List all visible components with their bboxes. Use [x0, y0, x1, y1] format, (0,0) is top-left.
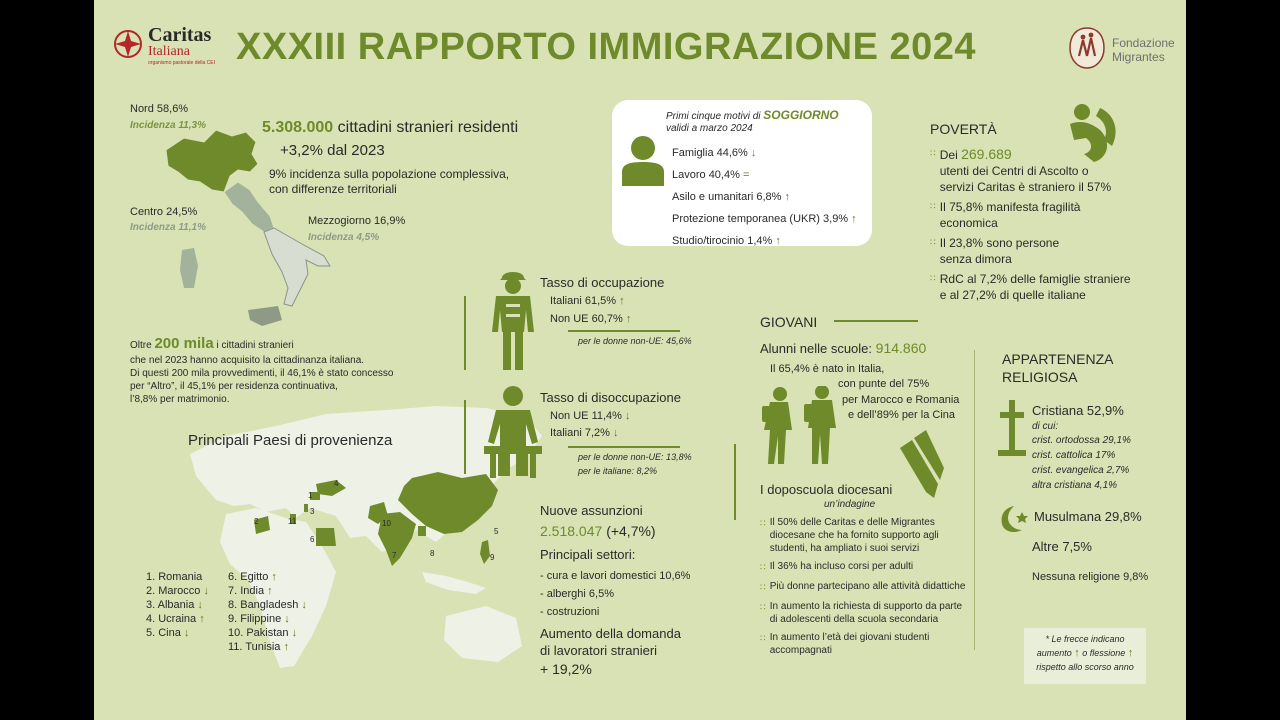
- disoccupazione-note1: per le donne non-UE: 13,8%: [578, 452, 692, 462]
- caritas-logo: [112, 26, 217, 66]
- map-number-4: 4: [334, 479, 339, 488]
- disoccupazione-title: Tasso di disoccupazione: [540, 390, 681, 405]
- paese-item: 2. Marocco ↓: [146, 585, 209, 597]
- soggiorno-list: [672, 142, 857, 252]
- country-philippines: [480, 540, 490, 564]
- map-number-7: 7: [392, 551, 397, 560]
- cross-icon: [998, 400, 1026, 458]
- doposcuola-bullet: ∷ Più donne partecipano alle attività didattiche: [760, 581, 966, 592]
- poverta-bullet: ∷ Il 23,8% sono persone senza dimora: [930, 236, 1060, 266]
- map-number-1: 1: [308, 491, 313, 500]
- cristiana-sub: crist. cattolica 17%: [1032, 450, 1116, 461]
- crescent-icon: [998, 504, 1032, 534]
- cristiana-sub: crist. ortodossa 29,1%: [1032, 435, 1131, 446]
- caritas-cross-icon: [112, 28, 144, 60]
- disoccupazione-row2: Italiani 7,2% ↓: [550, 427, 619, 439]
- nessuna-label: Nessuna religione 9,8%: [1032, 571, 1149, 583]
- sud-label: Mezzogiorno 16,9%: [308, 215, 406, 227]
- doposcuola-bullet: ∷ In aumento l’età dei giovani studenti accompagnati: [760, 632, 930, 656]
- page-title: XXXIII RAPPORTO IMMIGRAZIONE 2024: [236, 26, 977, 68]
- soggiorno-item: Studio/tirocinio 1,4% ↑: [672, 235, 781, 247]
- infographic-poster: [94, 0, 1186, 720]
- footnote-line1: * Le frecce indicano: [1045, 634, 1125, 644]
- giovani-line3: per Marocco e Romania: [842, 394, 960, 406]
- assunzioni-sectors: [540, 567, 690, 621]
- poverta-title: POVERTÀ: [930, 121, 997, 137]
- unemployed-icon: [482, 384, 544, 480]
- landmass-australia: [444, 606, 522, 662]
- musulmana-label: Musulmana 29,8%: [1034, 509, 1142, 524]
- divider: [464, 400, 466, 474]
- italy-north-region: [166, 130, 258, 192]
- caritas-brand: Caritas: [148, 24, 212, 46]
- citizenship-line1: i cittadini stranieri: [216, 340, 294, 351]
- doposcuola-bullet: ∷ In aumento la richiesta di supporto da parte di adolescenti della scuola secondaria: [760, 601, 963, 625]
- students-icon: [758, 386, 848, 466]
- italy-centre-region: [224, 182, 274, 232]
- residents-number: 5.308.000: [262, 119, 334, 136]
- doposcuola-bullet: ∷ Il 50% delle Caritas e delle Migrantes diocesane che ha fornito supporto agli studenti, ha ampliato i suoi servizi: [760, 517, 939, 554]
- cristiana-subs: [1032, 433, 1131, 493]
- nord-label: Nord 58,6%: [130, 103, 189, 115]
- paesi-col2: [228, 570, 307, 654]
- paese-item: 8. Bangladesh ↓: [228, 599, 307, 611]
- fondazione-line2: Migrantes: [1112, 50, 1165, 64]
- divider: [464, 296, 466, 370]
- citizenship-number: 200 mila: [154, 335, 214, 352]
- paese-item: 9. Filippine ↓: [228, 613, 290, 625]
- giovani-line4: e dell’89% per la Cina: [848, 409, 956, 421]
- giovani-line2: con punte del 75%: [838, 378, 930, 390]
- demand-value: + 19,2%: [540, 661, 592, 677]
- doposcuola-list: [760, 516, 970, 657]
- cristiana-sub: crist. evangelica 2,7%: [1032, 465, 1130, 476]
- poverta-bullet: ∷ Dei 269.689 utenti dei Centri di Ascolto o servizi Caritas è straniero il 57%: [930, 146, 1112, 194]
- soggiorno-card: [612, 100, 872, 246]
- residents-growth: +3,2% dal 2023: [280, 142, 385, 159]
- sardinia: [180, 248, 198, 288]
- centro-label: Centro 24,5%: [130, 206, 198, 218]
- residents-text: cittadini stranieri residenti: [337, 119, 519, 136]
- occupazione-title: Tasso di occupazione: [540, 275, 665, 290]
- assunzioni-sectors-title: Principali settori:: [540, 547, 636, 562]
- soggiorno-valid: validi a marzo 2024: [666, 123, 753, 134]
- assunzioni-title: Nuove assunzioni: [540, 503, 643, 518]
- incidence-line1: 9% incidenza sulla popolazione complessiva,: [269, 167, 510, 181]
- soggiorno-item: Famiglia 44,6% ↓: [672, 147, 757, 159]
- paese-item: 7. India ↑: [228, 585, 273, 597]
- cristiana-sub: altra cristiana 4,1%: [1032, 480, 1118, 491]
- soggiorno-item: Asilo e umanitari 6,8% ↑: [672, 191, 791, 203]
- citizenship-prefix: Oltre: [130, 340, 152, 351]
- citizenship-line5: l’8,8% per matrimonio.: [130, 394, 230, 405]
- paesi-title: Principali Paesi di provenienza: [188, 432, 393, 449]
- country-bangladesh: [418, 526, 426, 536]
- soggiorno-item: Lavoro 40,4% =: [672, 169, 750, 181]
- giovani-line1: Il 65,4% è nato in Italia,: [770, 363, 885, 375]
- divider: [834, 320, 918, 322]
- soggiorno-item: Protezione temporanea (UKR) 3,9% ↑: [672, 213, 857, 225]
- citizenship-line3: Di questi 200 mila provvedimenti, il 46,1% è stato concesso: [130, 368, 394, 379]
- paese-item: 4. Ucraina ↑: [146, 613, 205, 625]
- divider: [568, 330, 680, 332]
- fondazione-line1: Fondazione: [1112, 36, 1175, 50]
- landmass-indonesia: [422, 572, 486, 594]
- centro-incidence: Incidenza 11,1%: [130, 222, 206, 233]
- pencils-icon: [894, 430, 946, 500]
- sector-item: - cura e lavori domestici 10,6%: [540, 570, 691, 582]
- doposcuola-sub: un’indagine: [824, 499, 876, 510]
- demand-line1: Aumento della domanda: [540, 626, 681, 641]
- sector-item: - costruzioni: [540, 606, 600, 618]
- divider: [734, 444, 736, 520]
- dicui-label: di cui:: [1032, 421, 1059, 432]
- disoccupazione-note2: per le italiane: 8,2%: [578, 466, 658, 476]
- giovani-title: GIOVANI: [760, 314, 818, 330]
- doposcuola-bullet: ∷ Il 36% ha incluso corsi per adulti: [760, 561, 914, 572]
- poverta-bullet: ∷ Il 75,8% manifesta fragilità economica: [930, 200, 1081, 230]
- footnote-line2: aumento ↑ o flessione ↑: [1036, 647, 1134, 659]
- map-number-6: 6: [310, 535, 315, 544]
- alunni-line: Alunni nelle scuole: 914.860: [760, 340, 927, 356]
- disoccupazione-row1: Non UE 11,4% ↓: [550, 410, 631, 422]
- poverta-block: [930, 146, 1170, 303]
- paesi-col1: [146, 570, 209, 640]
- paese-item: 1. Romania: [146, 571, 203, 583]
- migrantes-emblem-icon: [1068, 26, 1106, 70]
- doposcuola-title: I doposcuola diocesani: [760, 482, 893, 497]
- caritas-brand-2: Italiana: [148, 44, 190, 59]
- map-number-5: 5: [494, 527, 499, 536]
- residents-line: [262, 118, 518, 138]
- occupazione-row2: Non UE 60,7% ↑: [550, 313, 632, 325]
- country-egypt: [316, 528, 336, 546]
- country-albania: [304, 504, 308, 512]
- assunzioni-value-line: 2.518.047 (+4,7%): [540, 523, 656, 539]
- footnote-line3: rispetto allo scorso anno: [1036, 662, 1134, 672]
- fondazione-logo: [1068, 26, 1178, 70]
- altre-label: Altre 7,5%: [1032, 539, 1092, 554]
- occupazione-row1: Italiani 61,5% ↑: [550, 295, 625, 307]
- occupazione-note: per le donne non-UE: 45,6%: [578, 336, 692, 346]
- soggiorno-title: Primi cinque motivi di SOGGIORNO: [666, 108, 839, 122]
- sector-item: - alberghi 6,5%: [540, 588, 614, 600]
- map-number-10: 10: [382, 519, 391, 528]
- citizenship-line2: che nel 2023 hanno acquisito la cittadinanza italiana.: [130, 355, 365, 366]
- map-number-11: 11: [288, 517, 297, 526]
- caritas-sub: organismo pastorale della CEI: [148, 60, 215, 66]
- sud-incidence: Incidenza 4,5%: [308, 232, 380, 243]
- map-number-3: 3: [310, 507, 315, 516]
- paese-item: 6. Egitto ↑: [228, 571, 277, 583]
- map-number-9: 9: [490, 553, 495, 562]
- paese-item: 5. Cina ↓: [146, 627, 190, 639]
- sicily: [248, 306, 282, 326]
- paese-item: 10. Pakistan ↓: [228, 627, 298, 639]
- cristiana-label: Cristiana 52,9%: [1032, 403, 1124, 418]
- worker-icon: [490, 266, 536, 372]
- demand-line2: di lavoratori stranieri: [540, 643, 658, 658]
- incidence-line2: con differenze territoriali: [269, 182, 397, 196]
- footnote-box: [1024, 628, 1146, 684]
- person-icon: [620, 134, 666, 186]
- citizenship-line4: per “Altro”, il 45,1% per residenza continuativa,: [130, 381, 338, 392]
- divider: [568, 446, 680, 448]
- paese-item: 3. Albania ↓: [146, 599, 203, 611]
- paese-item: 11. Tunisia ↑: [228, 641, 289, 653]
- religione-title: APPARTENENZA RELIGIOSA: [1002, 351, 1114, 385]
- poverta-bullet: ∷ RdC al 7,2% delle famiglie straniere e al 27,2% di quelle italiane: [930, 272, 1131, 302]
- map-number-2: 2: [254, 517, 259, 526]
- map-number-8: 8: [430, 549, 435, 558]
- nord-incidence: Incidenza 11,3%: [130, 120, 206, 131]
- divider: [974, 350, 975, 650]
